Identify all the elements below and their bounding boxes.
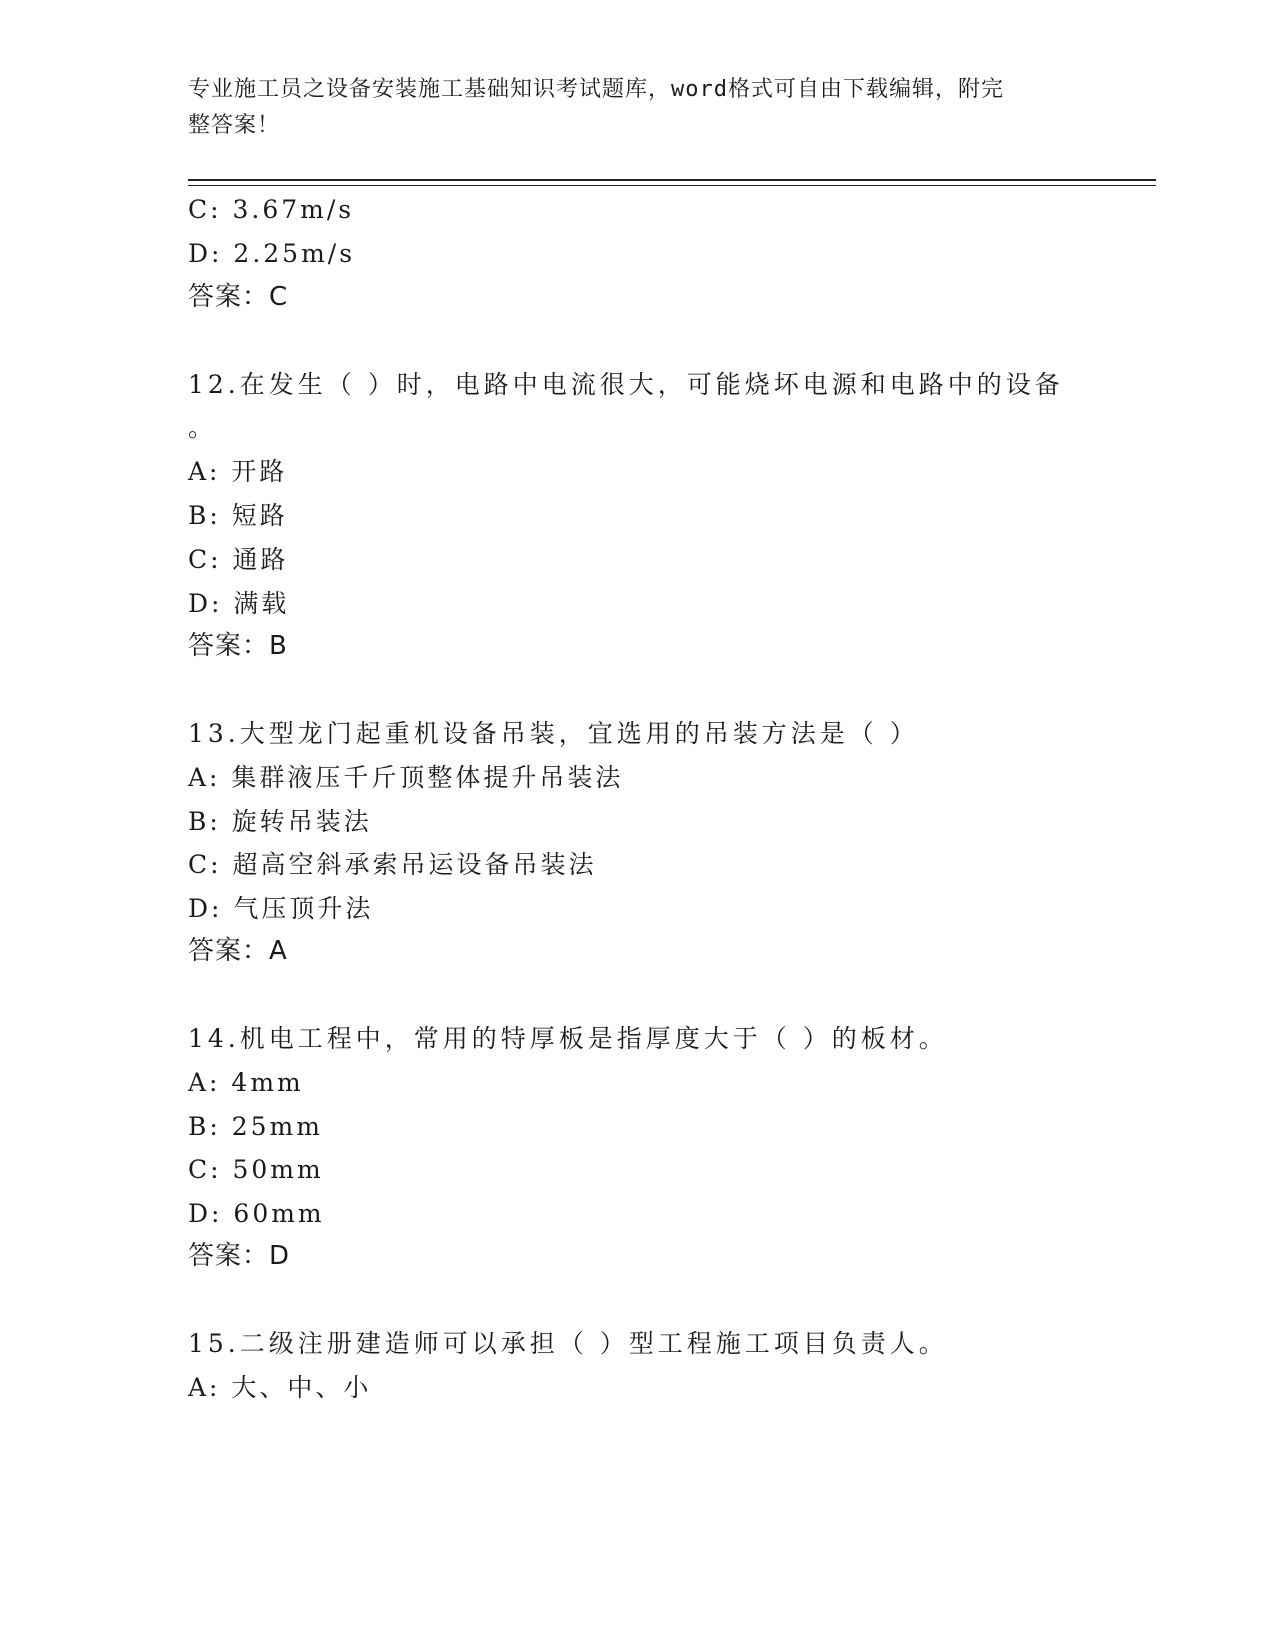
q14-stem: 14.机电工程中，常用的特厚板是指厚度大于（ ）的板材。 xyxy=(188,1024,948,1053)
q13-stem: 13.大型龙门起重机设备吊装，宜选用的吊装方法是（ ） xyxy=(188,719,919,748)
q14-option-b: B: 25mm xyxy=(188,1112,323,1141)
q13-answer: 答案：A xyxy=(188,936,288,966)
q14-option-a: A: 4mm xyxy=(188,1068,304,1097)
q11-answer: 答案：C xyxy=(188,282,289,312)
q12-option-a: A: 开路 xyxy=(188,457,288,486)
header-title-line2: 整答案！ xyxy=(188,113,281,138)
q12-option-d: D: 满载 xyxy=(188,589,290,618)
q14-option-d: D: 60mm xyxy=(188,1199,325,1228)
q15-option-a: A: 大、中、小 xyxy=(188,1373,372,1402)
q12-stem-line1: 12.在发生（ ）时，电路中电流很大，可能烧坏电源和电路中的设备 xyxy=(188,370,1064,399)
header-divider-thin xyxy=(188,185,1156,186)
q13-option-d: D: 气压顶升法 xyxy=(188,894,374,923)
q12-answer: 答案：B xyxy=(188,631,288,661)
q13-option-b: B: 旋转吊装法 xyxy=(188,807,372,836)
q13-option-c: C: 超高空斜承索吊运设备吊装法 xyxy=(188,850,597,879)
q12-option-b: B: 短路 xyxy=(188,501,288,530)
q14-option-c: C: 50mm xyxy=(188,1155,324,1184)
q15-stem: 15.二级注册建造师可以承担（ ）型工程施工项目负责人。 xyxy=(188,1329,948,1358)
q11-option-d: D: 2.25m/s xyxy=(188,239,356,268)
q11-option-c: C: 3.67m/s xyxy=(188,195,355,224)
header-divider-thick xyxy=(188,179,1156,181)
header-title-line1: 专业施工员之设备安装施工基础知识考试题库，word格式可自由下载编辑，附完 xyxy=(188,77,1004,102)
q12-option-c: C: 通路 xyxy=(188,545,289,574)
document-header xyxy=(188,72,1088,144)
q13-option-a: A: 集群液压千斤顶整体提升吊装法 xyxy=(188,763,624,792)
q12-stem-line2: 。 xyxy=(188,413,217,442)
q14-answer: 答案：D xyxy=(188,1241,291,1271)
